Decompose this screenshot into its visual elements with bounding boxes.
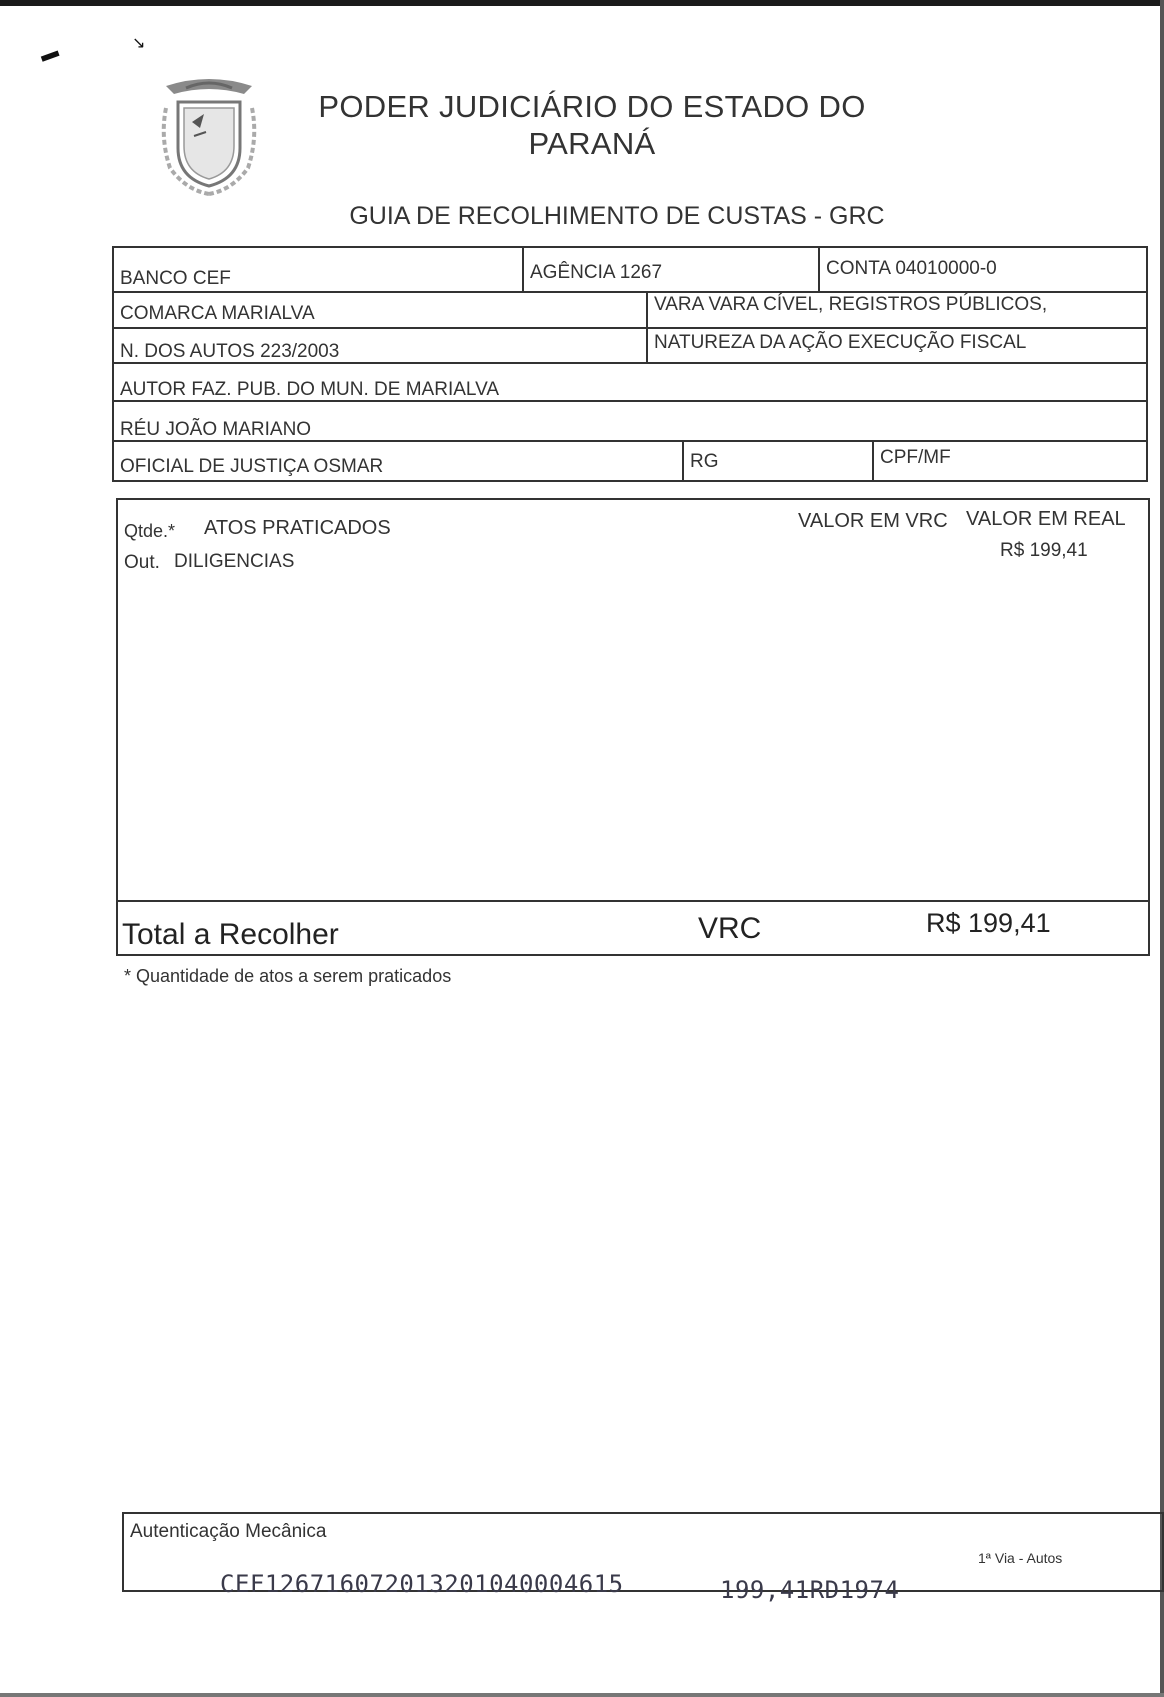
subtitle-text: GUIA DE RECOLHIMENTO DE CUSTAS - GRC <box>349 202 885 230</box>
autor-field: AUTOR FAZ. PUB. DO MUN. DE MARIALVA <box>120 379 499 400</box>
scan-edge-right <box>1160 0 1164 1697</box>
title-line-2: PARANÁ <box>528 126 656 162</box>
valor-vrc-header: VALOR EM VRC <box>798 510 948 532</box>
item-description: DILIGENCIAS <box>174 551 295 572</box>
scan-speck: ▬ <box>37 40 61 66</box>
divider <box>112 291 1148 293</box>
total-value: R$ 199,41 <box>926 908 1051 938</box>
divider <box>112 327 1148 329</box>
atos-header: ATOS PRATICADOS <box>204 517 391 539</box>
reu-field: RÉU JOÃO MARIANO <box>120 419 312 440</box>
total-label: Total a Recolher <box>122 918 339 951</box>
autos-field: N. DOS AUTOS 223/2003 <box>120 341 340 362</box>
item-qtde: Out. <box>124 552 160 573</box>
scan-edge-top <box>0 0 1164 6</box>
scan-edge-bottom <box>0 1693 1164 1697</box>
oficial-field: OFICIAL DE JUSTIÇA OSMAR <box>120 456 384 477</box>
vara-field: VARA VARA CÍVEL, REGISTROS PÚBLICOS, <box>654 294 1048 315</box>
item-value: R$ 199,41 <box>1000 540 1088 561</box>
footnote: * Quantidade de atos a serem praticados <box>124 966 452 986</box>
scan-speck: ↘ <box>132 35 146 52</box>
banco-field: BANCO CEF <box>120 268 231 289</box>
cpf-field: CPF/MF <box>880 447 951 468</box>
valor-real-header: VALOR EM REAL <box>966 508 1126 530</box>
page-subtitle <box>0 202 1164 231</box>
natureza-field: NATUREZA DA AÇÃO EXECUÇÃO FISCAL <box>654 332 1027 353</box>
comarca-field: COMARCA MARIALVA <box>120 303 315 324</box>
via-label: 1ª Via - Autos <box>978 1550 1063 1566</box>
agencia-field: AGÊNCIA 1267 <box>530 262 663 283</box>
authentication-amount: 199,41RD1974 <box>720 1576 900 1604</box>
authentication-code: CEF126716072013201040004615 <box>220 1570 624 1598</box>
autenticacao-label: Autenticação Mecânica <box>130 1521 327 1542</box>
conta-field: CONTA 04010000-0 <box>826 258 997 279</box>
total-vrc: VRC <box>698 912 762 945</box>
title-line-1: PODER JUDICIÁRIO DO ESTADO DO <box>318 89 866 124</box>
page-title <box>0 88 1164 162</box>
rg-field: RG <box>690 451 719 472</box>
divider <box>116 900 1150 902</box>
qtde-header: Qtde.* <box>124 521 176 541</box>
